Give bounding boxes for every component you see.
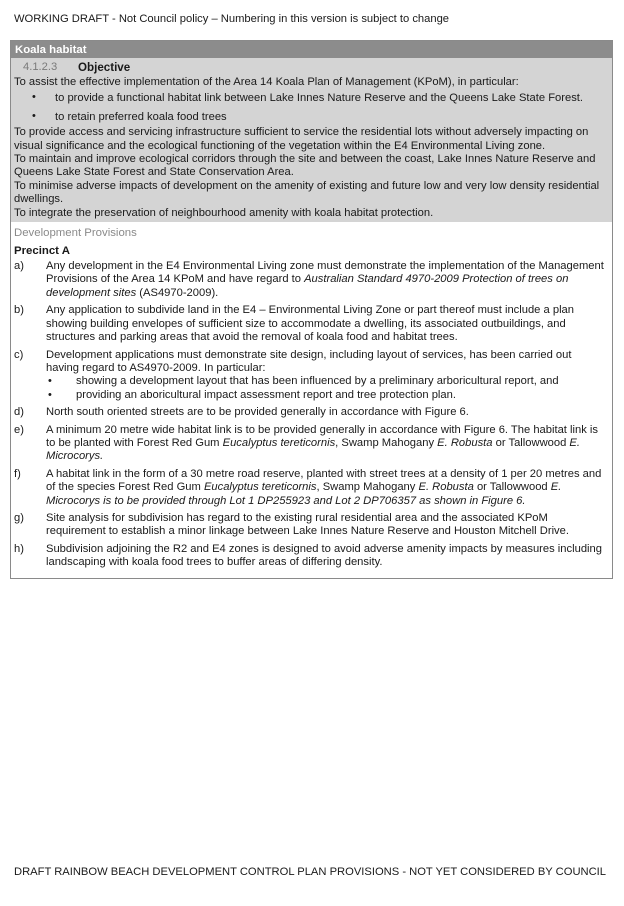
footer-draft-note: DRAFT RAINBOW BEACH DEVELOPMENT CONTROL PLAN PROVISIONS - NOT YET CONSIDERED BY COUNCIL [14, 866, 607, 878]
provision-label: e) [14, 423, 24, 436]
provision-text: North south oriented streets are to be provided generally in accordance with Figure 6. [46, 406, 469, 419]
precinct-heading: Precinct A [14, 245, 70, 258]
provision-text [46, 468, 609, 508]
provision-text-part: or Tallowwood [473, 481, 551, 494]
provision-text [46, 260, 609, 300]
objective-paragraph: To provide access and servicing infrastructure sufficient to service the residential lots without adversely impacting on visual significance and the ecological functioning of the vegetation within the E4 Environmental Living zone. [14, 126, 589, 152]
provision-bullet-list [46, 375, 607, 402]
provision-item-g [14, 512, 609, 539]
provision-text-part: , Swamp Mahogany [316, 481, 419, 494]
bullet-icon: • [32, 109, 36, 122]
provision-text-part: or Tallowwood [492, 436, 570, 449]
objective-heading [14, 58, 609, 76]
provision-text-part: Development applications must demonstrate site design, including layout of services, has been carried out having regard to AS4970-2009. In particular: [46, 348, 572, 374]
provision-text-part: (AS4970-2009). [136, 286, 219, 299]
standard-title: Australian Standard 4970-2009 Protection of trees on development sites [46, 273, 569, 299]
provision-label: g) [14, 511, 24, 524]
objective-bullet-text: to retain preferred koala food trees [55, 110, 227, 123]
objective-intro: To assist the effective implementation of the Area 14 Koala Plan of Management (KPoM), in particular: [14, 76, 519, 88]
provision-label: f) [14, 467, 21, 480]
provision-bullet [46, 389, 607, 402]
species-name: E. Microcorys. [46, 436, 580, 463]
objective-block [11, 58, 612, 222]
provision-item-a [14, 260, 609, 300]
provision-item-d [14, 406, 609, 419]
provision-label: c) [14, 348, 24, 361]
objective-number: 4.1.2.3 [23, 61, 58, 73]
provision-text: Site analysis for subdivision has regard to the existing rural residential area and the associated KPoM requirement to establish a minor linkage between Lake Innes Nature Reserve and Houston Mitchell Drive. [46, 511, 569, 538]
provision-bullet-text: providing an aboricultural impact assessment report and tree protection plan. [76, 388, 456, 401]
provision-item-c [14, 349, 609, 403]
section-title: Koala habitat [11, 41, 612, 58]
bullet-icon: • [48, 388, 52, 401]
provision-item-e [14, 424, 609, 464]
provision-item-f [14, 468, 609, 508]
provision-label: h) [14, 542, 24, 555]
provision-text-part: , Swamp Mahogany [335, 436, 438, 449]
objective-paragraph: To integrate the preservation of neighbourhood amenity with koala habitat protection. [14, 206, 434, 219]
provision-item-h [14, 543, 609, 570]
header-draft-note: WORKING DRAFT - Not Council policy – Numbering in this version is subject to change [14, 13, 450, 25]
bullet-icon: • [32, 91, 36, 104]
provision-text [46, 349, 609, 403]
provision-item-b [14, 304, 609, 344]
development-provisions [11, 222, 612, 578]
species-name: E. Microcorys is to be provided through Lot 1 DP255923 and Lot 2 DP706357 as shown in Figure 6. [46, 481, 562, 507]
objective-bullet [14, 89, 609, 107]
provision-text-part: Any development in the E4 Environmental Living zone must demonstrate the implementation of the Management Provisions of the Area 14 KPoM and have regard to [46, 260, 604, 286]
provision-text [46, 424, 609, 464]
objective-paragraph: To maintain and improve ecological corridors through the site and between the coast, Lake Innes Nature Reserve and Queens Lake State Forest and State Conservation Area. [14, 153, 596, 179]
provision-text-part: A minimum 20 metre wide habitat link is to be provided generally in accordance with Figure 6. The habitat link is to be planted with Forest Red Gum [46, 423, 598, 449]
provision-label: a) [14, 260, 24, 273]
species-name: Eucalyptus tereticornis [222, 436, 336, 449]
provision-text: Subdivision adjoining the R2 and E4 zones is designed to avoid adverse amenity impacts by measures including landscaping with koala food trees to buffer areas of differing density. [46, 542, 602, 569]
provision-bullet-text: showing a development layout that has been influenced by a preliminary arboricultural report, and [76, 375, 559, 388]
species-name: E. Robusta [418, 481, 474, 494]
objective-bullet-list [14, 89, 609, 126]
provision-label: b) [14, 304, 24, 317]
provision-text: Any application to subdivide land in the E4 – Environmental Living Zone or part thereof must include a plan showing building envelopes of sufficient size to accommodate a dwelling, its associated outbuildings, and structures and parking areas that avoid the removal of koala food and habitat trees. [46, 304, 574, 344]
objective-paragraph: To minimise adverse impacts of development on the amenity of existing and future low and very low density residential dwellings. [14, 179, 600, 206]
development-provisions-heading: Development Provisions [14, 227, 137, 240]
species-name: Eucalyptus tereticornis [203, 481, 317, 494]
objective-bullet [14, 108, 609, 126]
provision-label: d) [14, 406, 24, 419]
provision-bullet [46, 375, 607, 388]
bullet-icon: • [48, 375, 52, 388]
objective-bullet-text: to provide a functional habitat link between Lake Innes Nature Reserve and the Queens Lake State Forest. [55, 92, 584, 105]
species-name: E. Robusta [437, 436, 493, 449]
provision-text-part: A habitat link in the form of a 30 metre road reserve, planted with street trees at a density of 1 per 20 metres and of the species Forest Red Gum [46, 467, 602, 494]
objective-title: Objective [78, 60, 131, 74]
koala-habitat-section [10, 40, 613, 579]
